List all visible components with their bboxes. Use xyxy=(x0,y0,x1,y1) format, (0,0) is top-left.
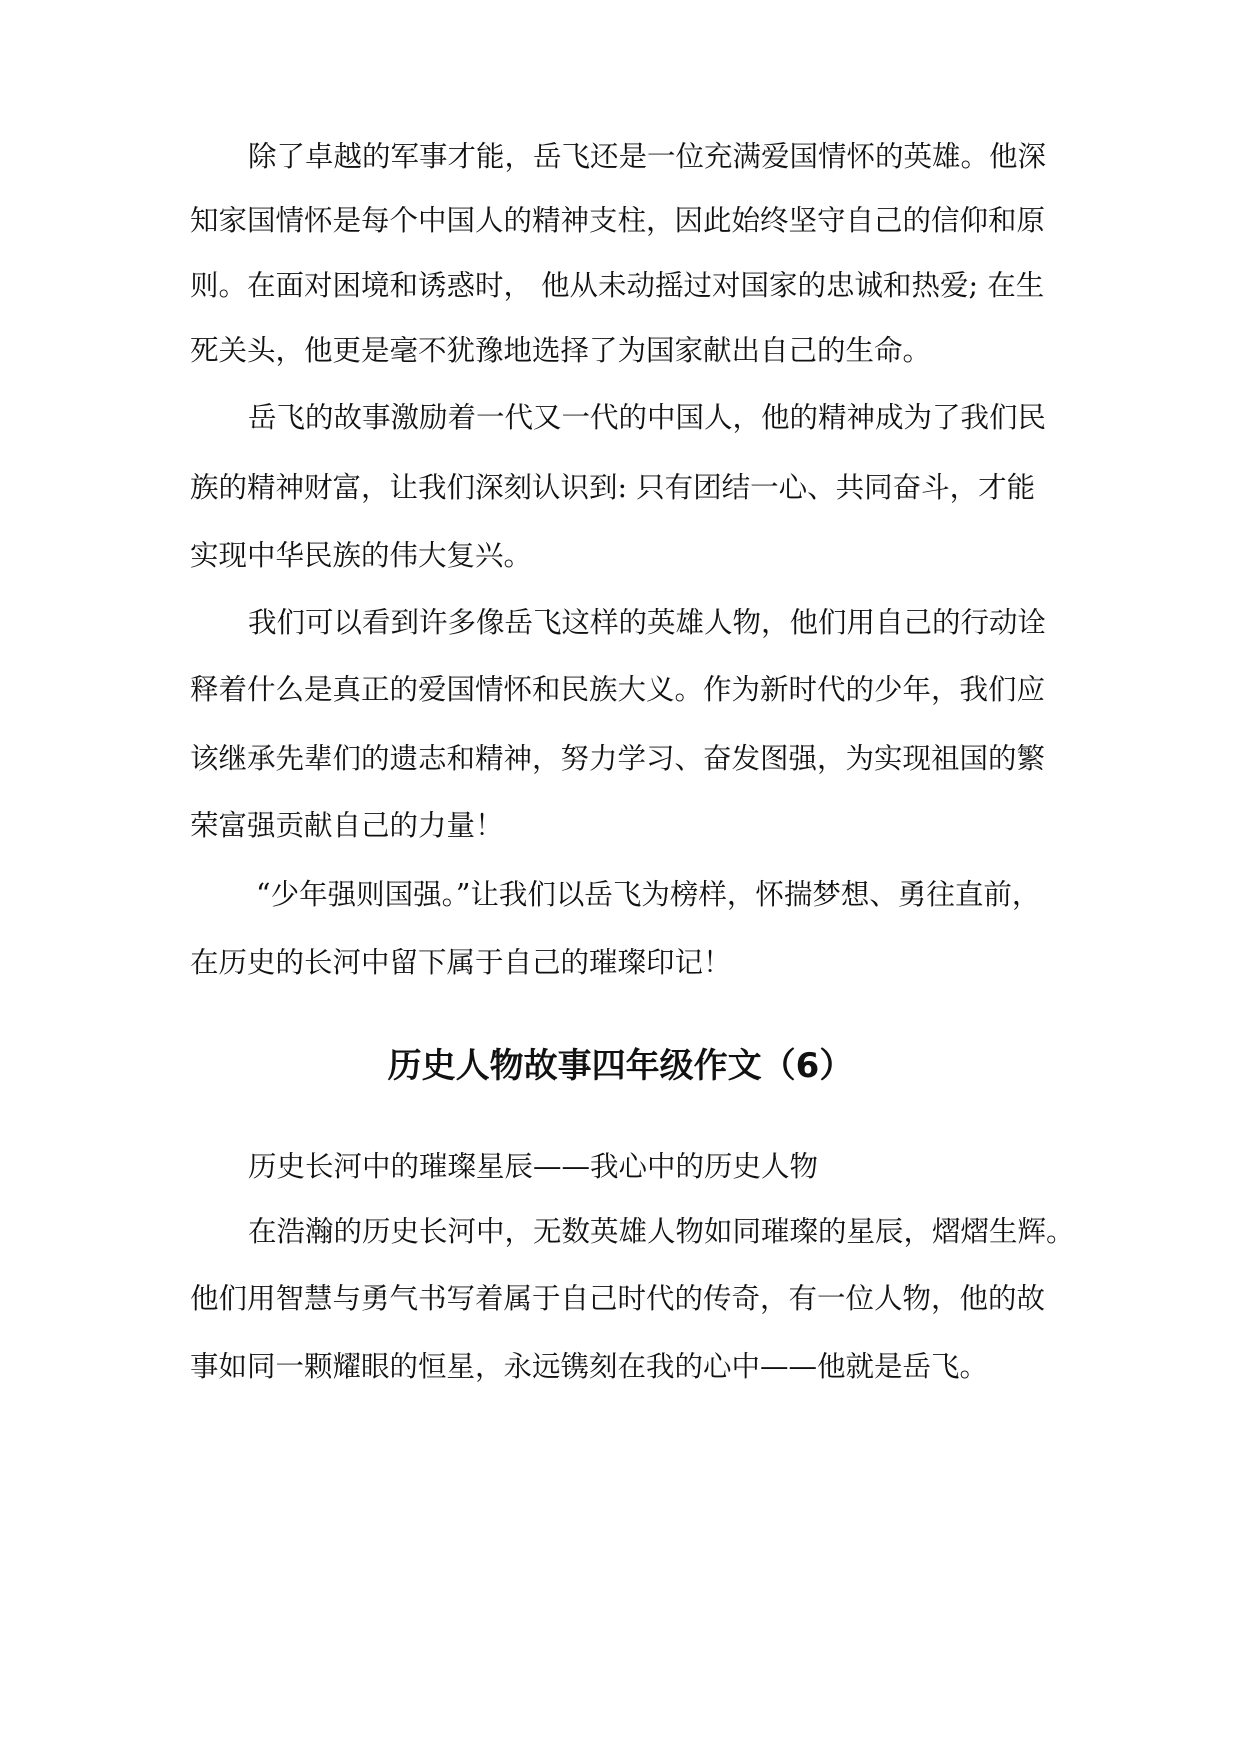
text-line: 在浩瀚的历史长河中，无数英雄人物如同璀璨的星辰，熠熠生辉。 xyxy=(248,1215,1075,1248)
text-line: “少年强则国强。”让我们以岳飞为榜样，怀揣梦想、勇往直前， xyxy=(256,878,1041,911)
text-line: 事如同一颗耀眼的恒星，永远镌刻在我的心中——他就是岳飞。 xyxy=(190,1350,989,1383)
text-line: 实现中华民族的伟大复兴。 xyxy=(190,539,533,572)
text-line: 则。在面对困境和诱惑时， 他从未动摇过对国家的忠诚和热爱; 在生 xyxy=(190,269,1045,302)
essay-subtitle: 历史长河中的璀璨星辰——我心中的历史人物 xyxy=(248,1150,819,1183)
text-line: 知家国情怀是每个中国人的精神支柱，因此始终坚守自己的信仰和原 xyxy=(190,204,1046,237)
text-line: 我们可以看到许多像岳飞这样的英雄人物，他们用自己的行动诠 xyxy=(248,606,1047,639)
text-line: 释着什么是真正的爱国情怀和民族大义。作为新时代的少年，我们应 xyxy=(190,673,1046,706)
text-line: 除了卓越的军事才能，岳飞还是一位充满爱国情怀的英雄。他深 xyxy=(248,140,1047,173)
text-line: 在历史的长河中留下属于自己的璀璨印记！ xyxy=(190,946,732,979)
text-line: 该继承先辈们的遗志和精神，努力学习、奋发图强，为实现祖国的繁 xyxy=(190,742,1046,775)
text-line: 荣富强贡献自己的力量！ xyxy=(190,809,504,842)
text-line: 他们用智慧与勇气书写着属于自己时代的传奇，有一位人物，他的故 xyxy=(190,1282,1046,1315)
text-line: 岳飞的故事激励着一代又一代的中国人，他的精神成为了我们民 xyxy=(248,401,1047,434)
text-line: 族的精神财富，让我们深刻认识到: 只有团结一心、共同奋斗，才能 xyxy=(190,471,1036,504)
text-line: 死关头，他更是毫不犹豫地选择了为国家献出自己的生命。 xyxy=(190,334,932,367)
section-heading: 历史人物故事四年级作文（6） xyxy=(387,1046,854,1086)
